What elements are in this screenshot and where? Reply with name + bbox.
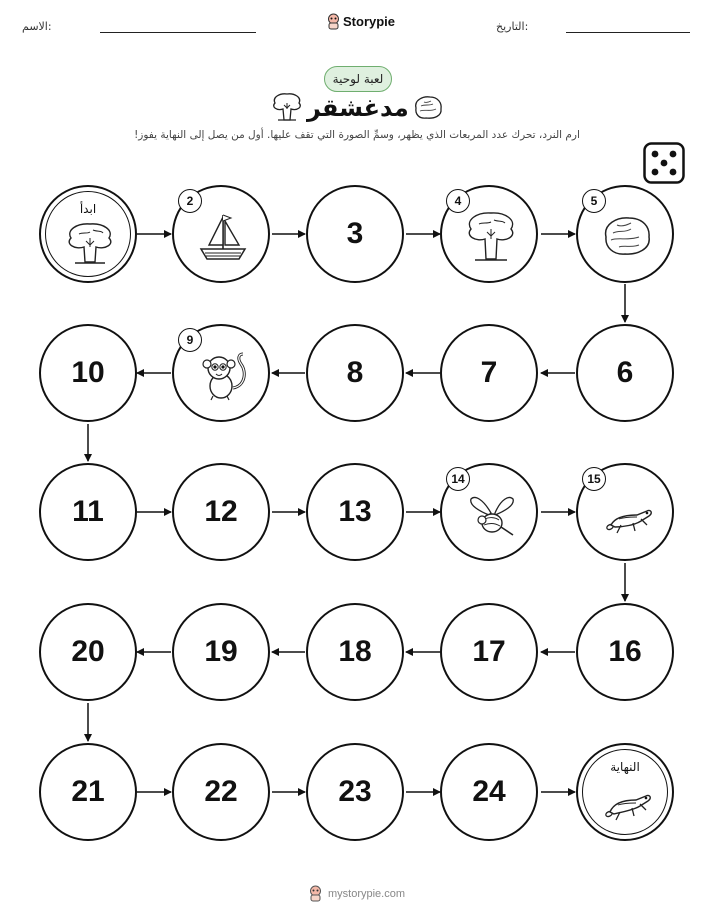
square-21[interactable] (39, 743, 137, 841)
square-17[interactable] (440, 603, 538, 701)
square-13[interactable] (306, 463, 404, 561)
square-number: 19 (204, 635, 238, 668)
square-10[interactable] (39, 324, 137, 422)
baobab-tree-icon (461, 209, 521, 265)
footer-site-link[interactable]: mystorypie.com (328, 888, 406, 900)
square-number: 23 (338, 775, 372, 808)
start-square[interactable] (39, 185, 137, 283)
finish-square[interactable] (576, 743, 674, 841)
square-number: 21 (71, 775, 105, 808)
square-number: 13 (338, 495, 372, 528)
square-6[interactable] (576, 324, 674, 422)
date-line[interactable] (566, 32, 690, 33)
square-number-badge: 9 (178, 328, 202, 352)
square-3[interactable] (306, 185, 404, 283)
square-number: 18 (338, 635, 372, 668)
chameleon-icon (600, 778, 654, 826)
square-12[interactable] (172, 463, 270, 561)
square-number: 24 (472, 775, 506, 808)
square-number-badge: 14 (446, 467, 470, 491)
square-7[interactable] (440, 324, 538, 422)
brand-name: Storypie (343, 14, 396, 29)
square-18[interactable] (306, 603, 404, 701)
square-19[interactable] (172, 603, 270, 701)
square-2[interactable] (172, 185, 270, 283)
baobab-tree-icon (270, 91, 304, 123)
square-11[interactable] (39, 463, 137, 561)
square-20[interactable] (39, 603, 137, 701)
lemur-icon (193, 348, 253, 404)
square-number-badge: 2 (178, 189, 202, 213)
baobab-tree-icon (63, 220, 117, 268)
gemstone-icon (411, 94, 445, 122)
square-number: 17 (472, 635, 506, 668)
square-24[interactable] (440, 743, 538, 841)
sailboat-icon (193, 209, 253, 265)
footer (308, 884, 418, 904)
game-type-badge: لعبة لوحية (324, 66, 392, 92)
gemstone-icon (597, 209, 657, 265)
square-number: 10 (71, 356, 105, 389)
square-9[interactable] (172, 324, 270, 422)
square-23[interactable] (306, 743, 404, 841)
square-5[interactable] (576, 185, 674, 283)
instructions: ارم النرد، تحرك عدد المربعات الذي يظهر، وسمِّ الصورة التي تقف عليها. أول من يصل إلى النهاية يفوز! (134, 129, 580, 141)
square-number: 20 (71, 635, 105, 668)
name-label: الاسم: (22, 20, 52, 33)
square-number: 12 (204, 495, 238, 528)
square-8[interactable] (306, 324, 404, 422)
square-number: 7 (480, 356, 498, 389)
square-4[interactable] (440, 185, 538, 283)
square-number: 16 (608, 635, 642, 668)
square-14[interactable] (440, 463, 538, 561)
square-number-badge: 5 (582, 189, 606, 213)
square-16[interactable] (576, 603, 674, 701)
brand-logo (326, 12, 396, 32)
square-number: 8 (346, 356, 364, 389)
chameleon-icon (597, 487, 657, 543)
date-label: التاريخ: (496, 20, 529, 33)
storypie-mascot-icon (308, 885, 323, 902)
name-line[interactable] (100, 32, 256, 33)
start-label: ابدأ (79, 202, 97, 216)
square-number: 3 (346, 217, 364, 250)
square-number: 6 (616, 356, 634, 389)
square-15[interactable] (576, 463, 674, 561)
finish-label: النهاية (610, 760, 640, 774)
dice-five-icon[interactable] (643, 142, 685, 184)
page-title: مدغشقر (307, 94, 409, 122)
square-number-badge: 4 (446, 189, 470, 213)
square-number: 11 (72, 495, 104, 528)
square-number: 22 (204, 775, 238, 808)
storypie-mascot-icon (326, 13, 341, 30)
square-number-badge: 15 (582, 467, 606, 491)
bee-eater-bird-icon (461, 487, 521, 543)
square-22[interactable] (172, 743, 270, 841)
